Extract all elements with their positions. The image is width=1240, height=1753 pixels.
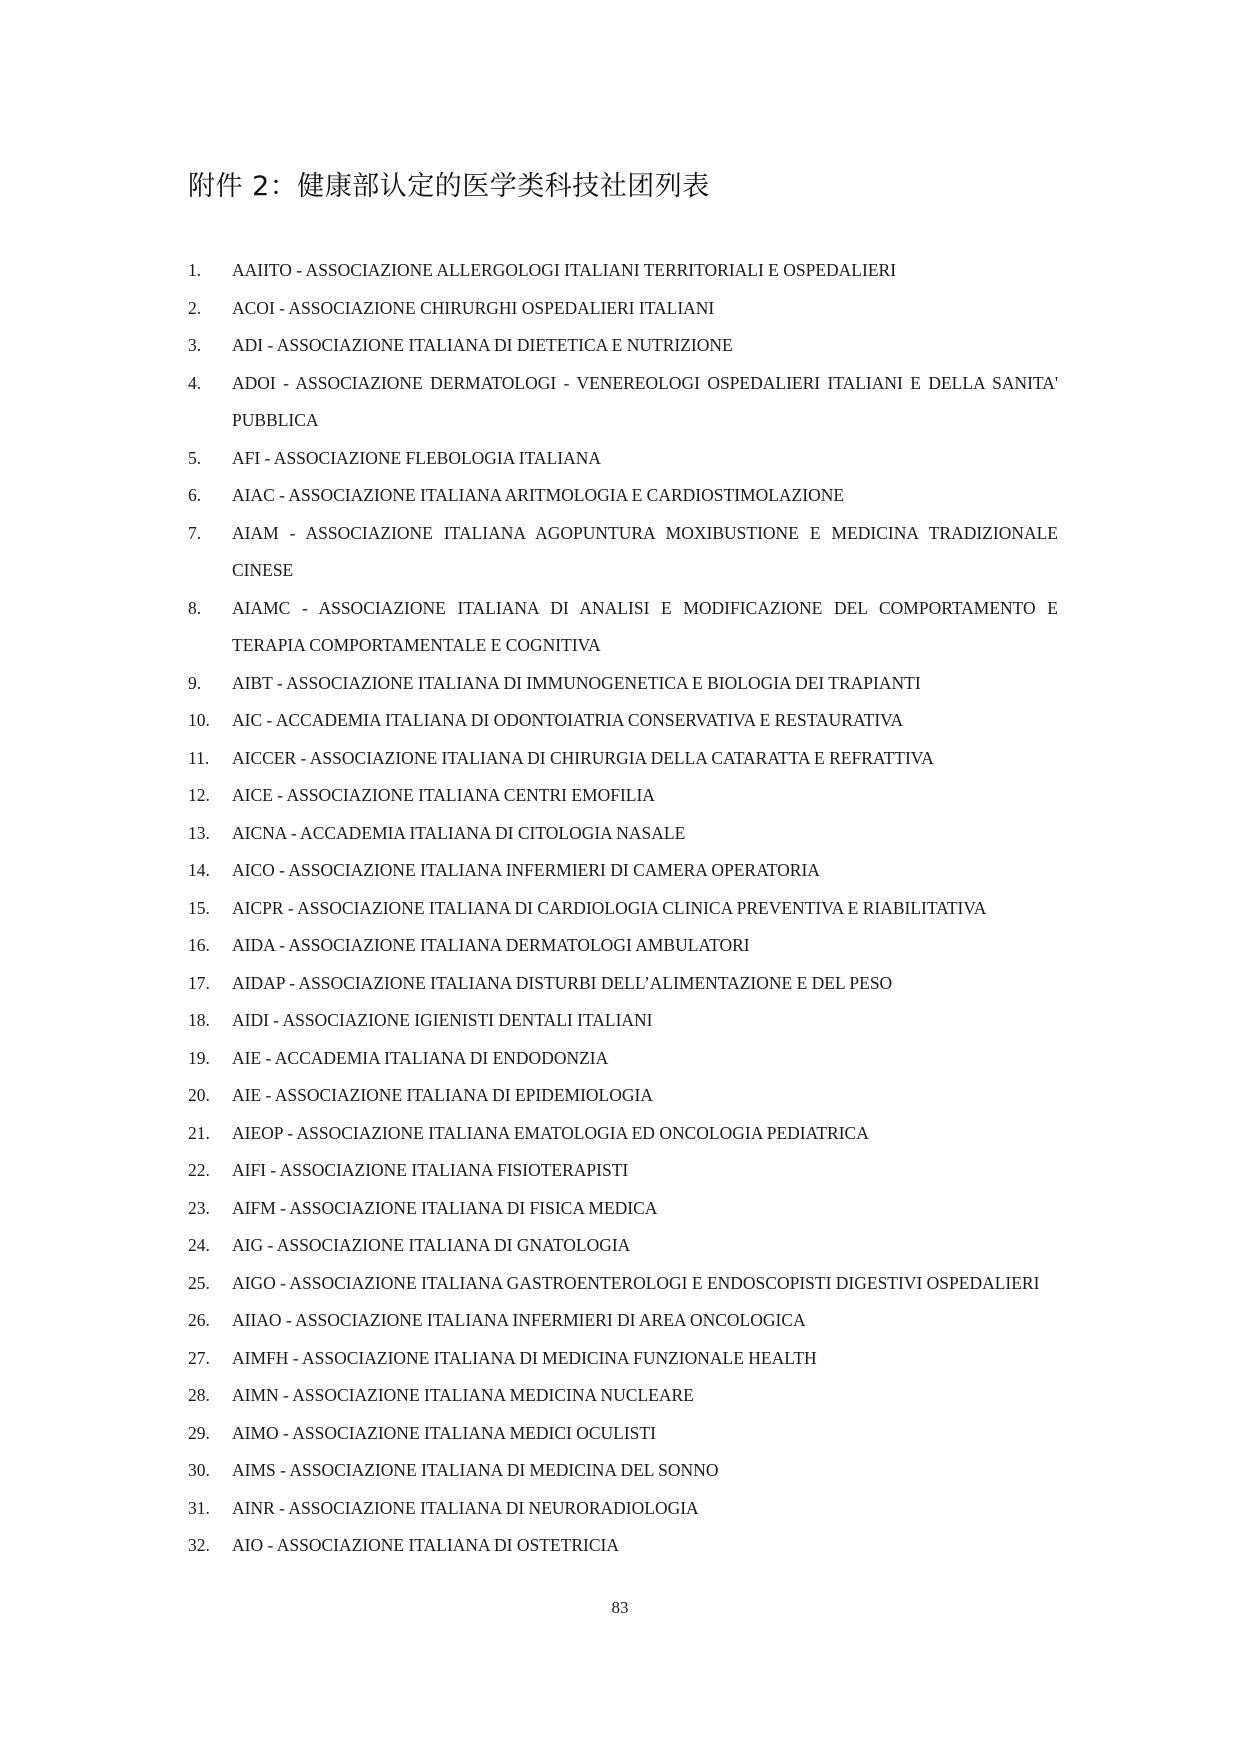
item-text: AAIITO - ASSOCIAZIONE ALLERGOLOGI ITALIANI TERRITORIALI E OSPEDALIERI xyxy=(232,260,897,280)
item-text: AICCER - ASSOCIAZIONE ITALIANA DI CHIRURGIA DELLA CATARATTA E REFRATTIVA xyxy=(232,747,934,768)
item-number: 24. xyxy=(188,1235,210,1255)
list-item xyxy=(188,327,1058,365)
item-number: 25. xyxy=(188,1272,210,1293)
item-number: 18. xyxy=(188,1010,210,1030)
list-item xyxy=(188,927,1058,965)
item-number: 13. xyxy=(188,822,210,843)
item-text: AICNA - ACCADEMIA ITALIANA DI CITOLOGIA NASALE xyxy=(232,822,686,843)
item-number: 19. xyxy=(188,1047,210,1068)
list-item xyxy=(188,1115,1058,1153)
item-text: AIAM - ASSOCIAZIONE ITALIANA AGOPUNTURA MOXIBUSTIONE E MEDICINA TRADIZIONALE CINESE xyxy=(232,522,1058,580)
item-number: 2. xyxy=(188,297,202,318)
item-number: 17. xyxy=(188,972,210,993)
item-text: AICO - ASSOCIAZIONE ITALIANA INFERMIERI DI CAMERA OPERATORIA xyxy=(232,860,820,880)
list-item xyxy=(188,1265,1058,1303)
page-number: 83 xyxy=(611,1598,629,1617)
item-text: AIDA - ASSOCIAZIONE ITALIANA DERMATOLOGI AMBULATORI xyxy=(232,935,750,955)
list-item xyxy=(188,1190,1058,1228)
item-number: 16. xyxy=(188,935,210,955)
item-text: AFI - ASSOCIAZIONE FLEBOLOGIA ITALIANA xyxy=(232,447,601,468)
item-text: AIIAO - ASSOCIAZIONE ITALIANA INFERMIERI DI AREA ONCOLOGICA xyxy=(232,1310,806,1330)
item-number: 23. xyxy=(188,1197,210,1218)
item-text: AIO - ASSOCIAZIONE ITALIANA DI OSTETRICIA xyxy=(232,1535,619,1555)
list-item xyxy=(188,777,1058,815)
item-text: AICPR - ASSOCIAZIONE ITALIANA DI CARDIOLOGIA CLINICA PREVENTIVA E RIABILITATIVA xyxy=(232,897,987,918)
item-text: AICE - ASSOCIAZIONE ITALIANA CENTRI EMOFILIA xyxy=(232,785,655,805)
item-text: AIEOP - ASSOCIAZIONE ITALIANA EMATOLOGIA ED ONCOLOGIA PEDIATRICA xyxy=(232,1122,869,1143)
list-item xyxy=(188,1152,1058,1190)
item-text: AIBT - ASSOCIAZIONE ITALIANA DI IMMUNOGENETICA E BIOLOGIA DEI TRAPIANTI xyxy=(232,672,921,693)
item-text: AIMN - ASSOCIAZIONE ITALIANA MEDICINA NUCLEARE xyxy=(232,1385,694,1405)
list-item xyxy=(188,515,1058,590)
item-number: 26. xyxy=(188,1310,210,1330)
list-item xyxy=(188,890,1058,928)
item-number: 30. xyxy=(188,1460,210,1480)
item-number: 6. xyxy=(188,485,202,505)
page-title: 附件 2：健康部认定的医学类科技社团列表 xyxy=(188,171,710,202)
item-number: 10. xyxy=(188,710,210,730)
list-item xyxy=(188,702,1058,740)
list-item xyxy=(188,1415,1058,1453)
item-number: 27. xyxy=(188,1347,210,1368)
item-text: AIFI - ASSOCIAZIONE ITALIANA FISIOTERAPISTI xyxy=(232,1160,629,1180)
item-number: 31. xyxy=(188,1497,210,1518)
item-text: ACOI - ASSOCIAZIONE CHIRURGHI OSPEDALIERI ITALIANI xyxy=(232,297,715,318)
list-item xyxy=(188,1452,1058,1490)
item-number: 1. xyxy=(188,260,202,280)
list-item xyxy=(188,665,1058,703)
item-number: 5. xyxy=(188,447,202,468)
item-number: 15. xyxy=(188,897,210,918)
list-item xyxy=(188,1377,1058,1415)
list-item xyxy=(188,1002,1058,1040)
item-text: AIFM - ASSOCIAZIONE ITALIANA DI FISICA MEDICA xyxy=(232,1197,658,1218)
item-text: AIAC - ASSOCIAZIONE ITALIANA ARITMOLOGIA E CARDIOSTIMOLAZIONE xyxy=(232,485,845,505)
list-item xyxy=(188,1227,1058,1265)
list-item xyxy=(188,1490,1058,1528)
list-item xyxy=(188,1340,1058,1378)
item-text: AIMO - ASSOCIAZIONE ITALIANA MEDICI OCULISTI xyxy=(232,1422,656,1443)
list-item xyxy=(188,1040,1058,1078)
list-item xyxy=(188,965,1058,1003)
item-text: AIDAP - ASSOCIAZIONE ITALIANA DISTURBI DELL’ALIMENTAZIONE E DEL PESO xyxy=(232,972,893,993)
item-number: 7. xyxy=(188,522,202,543)
item-text: AIG - ASSOCIAZIONE ITALIANA DI GNATOLOGIA xyxy=(232,1235,631,1255)
list-item xyxy=(188,365,1058,440)
list-item xyxy=(188,477,1058,515)
item-text: AIGO - ASSOCIAZIONE ITALIANA GASTROENTEROLOGI E ENDOSCOPISTI DIGESTIVI OSPEDALIERI xyxy=(232,1272,1040,1293)
list-item xyxy=(188,1527,1058,1565)
item-text: AIE - ACCADEMIA ITALIANA DI ENDODONZIA xyxy=(232,1047,609,1068)
item-text: AIE - ASSOCIAZIONE ITALIANA DI EPIDEMIOLOGIA xyxy=(232,1085,653,1105)
list-item xyxy=(188,290,1058,328)
item-number: 3. xyxy=(188,335,202,355)
item-text: AIDI - ASSOCIAZIONE IGIENISTI DENTALI ITALIANI xyxy=(232,1010,653,1030)
list-item xyxy=(188,1077,1058,1115)
item-text: AIMFH - ASSOCIAZIONE ITALIANA DI MEDICINA FUNZIONALE HEALTH xyxy=(232,1347,817,1368)
item-text: AIAMC - ASSOCIAZIONE ITALIANA DI ANALISI E MODIFICAZIONE DEL COMPORTAMENTO E TERAPIA COMPORTAMENTALE E COGNITIVA xyxy=(232,597,1058,655)
list-item xyxy=(188,852,1058,890)
item-number: 22. xyxy=(188,1160,210,1180)
item-text: AIC - ACCADEMIA ITALIANA DI ODONTOIATRIA CONSERVATIVA E RESTAURATIVA xyxy=(232,710,904,730)
list-item xyxy=(188,740,1058,778)
list-item xyxy=(188,252,1058,290)
item-number: 20. xyxy=(188,1085,210,1105)
organization-list xyxy=(188,252,1058,1565)
item-number: 9. xyxy=(188,672,202,693)
list-item xyxy=(188,440,1058,478)
item-number: 4. xyxy=(188,372,202,393)
list-item xyxy=(188,1302,1058,1340)
item-text: AIMS - ASSOCIAZIONE ITALIANA DI MEDICINA DEL SONNO xyxy=(232,1460,719,1480)
item-number: 29. xyxy=(188,1422,210,1443)
item-text: ADI - ASSOCIAZIONE ITALIANA DI DIETETICA E NUTRIZIONE xyxy=(232,335,733,355)
item-text: ADOI - ASSOCIAZIONE DERMATOLOGI - VENEREOLOGI OSPEDALIERI ITALIANI E DELLA SANITA' PUBBLICA xyxy=(232,372,1058,430)
item-number: 11. xyxy=(188,747,210,768)
item-text: AINR - ASSOCIAZIONE ITALIANA DI NEURORADIOLOGIA xyxy=(232,1497,699,1518)
item-number: 32. xyxy=(188,1535,210,1555)
list-item xyxy=(188,815,1058,853)
item-number: 12. xyxy=(188,785,210,805)
item-number: 8. xyxy=(188,597,202,618)
list-item xyxy=(188,590,1058,665)
item-number: 21. xyxy=(188,1122,210,1143)
item-number: 28. xyxy=(188,1385,210,1405)
item-number: 14. xyxy=(188,860,210,880)
